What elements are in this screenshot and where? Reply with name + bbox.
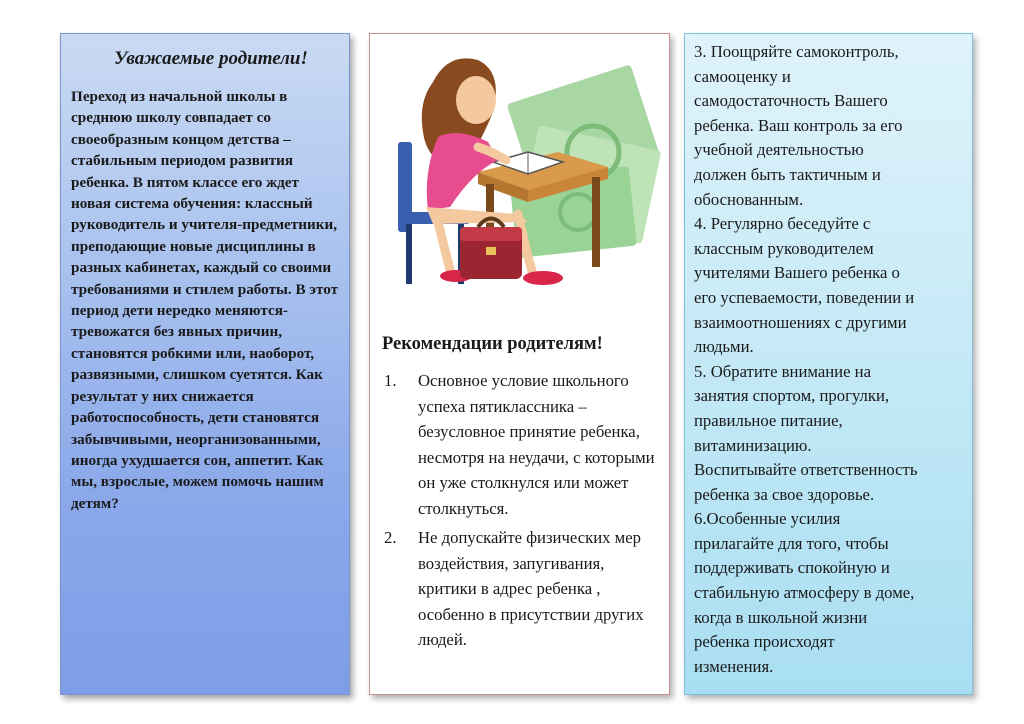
text-line: изменения. [694,656,774,676]
greeting-title: Уважаемые родители! [114,48,308,69]
text-line: ребенка за свое здоровье. [694,484,875,504]
text-line: Воспитывайте ответственность [694,460,918,480]
text-line: 3. Поощряйте самоконтроль, [694,42,899,61]
text-line: ребенка. Ваш контроль за его [694,115,903,135]
intro-text: Переход из начальной школы в среднюю школу совпадает со своеобразным концом детства – стабильным периодом развития ребенка. В пятом классе его ждет новая система обучения: классный руководитель и учителя-предметники, преподающие новые дисциплины в разных кабинетах, каждый со своими требованиями и стилем работы. В этот период дети нередко меняются-тревожатся без явных причин, становятся робкими или, наоборот, развязными, слишком суетятся. Как результат у них снижается работоспособность, дети становятся забывчивыми, неорганизованными, иногда ухудшается сон, аппетит. Как мы, взрослые, можем помочь нашим детям? [71,88,339,512]
text-line: ребенка происходят [694,632,835,652]
list-item: 2. Не допускайте физических мер воздействия, запугивания, критики в адрес ребенка , особенно в присутствии других людей. [384,528,644,649]
text-line: правильное питание, [694,410,843,430]
recommendations-list [382,368,667,653]
text-line: стабильную атмосферу в доме, [694,583,915,603]
text-line: витаминизацию. [694,435,812,455]
text-line: 6.Особенные усилия [694,509,841,529]
text-line: когда в школьной жизни [694,607,868,627]
text-line: учебной деятельностью [694,140,864,160]
right-panel [684,33,973,695]
left-panel [60,33,350,695]
school-bag [460,219,522,280]
list-item-text: Основное условие школьного успеха пятиклассника – безусловное принятие ребенка, несмотря на неудачи, с которыми он уже столкнулся или может столкнуться. [418,371,655,518]
text-line: взаимоотношениях с другими [694,312,907,332]
text-line: его успеваемости, поведении и [694,287,915,307]
text-line: самодостаточность Вашего [694,91,888,111]
list-item-text: Не допускайте физических мер воздействия, запугивания, критики в адрес ребенка , особенно в присутствии других людей. [418,528,644,649]
text-line: прилагайте для того, чтобы [694,533,889,553]
middle-panel [369,33,670,695]
text-line: должен быть тактичным и [694,164,881,184]
text-line: занятия спортом, прогулки, [694,386,890,406]
text-line: людьми. [694,337,754,357]
list-item: 1. Основное условие школьного успеха пятиклассника – безусловное принятие ребенка, несмотря на неудачи, с которыми он уже столкнулся или может столкнуться. [384,371,655,518]
text-line: обоснованным. [694,189,804,209]
text-line: классным руководителем [694,238,874,258]
recommendations-heading: Рекомендации родителям! [382,334,603,354]
text-line: поддерживать спокойную и [694,558,890,578]
text-line: 5. Обратите внимание на [694,361,872,381]
text-line: 4. Регулярно беседуйте с [694,214,871,234]
text-line: учителями Вашего ребенка о [694,263,900,283]
girl-reading-illustration [378,42,663,302]
text-line: самооценку и [694,66,791,86]
